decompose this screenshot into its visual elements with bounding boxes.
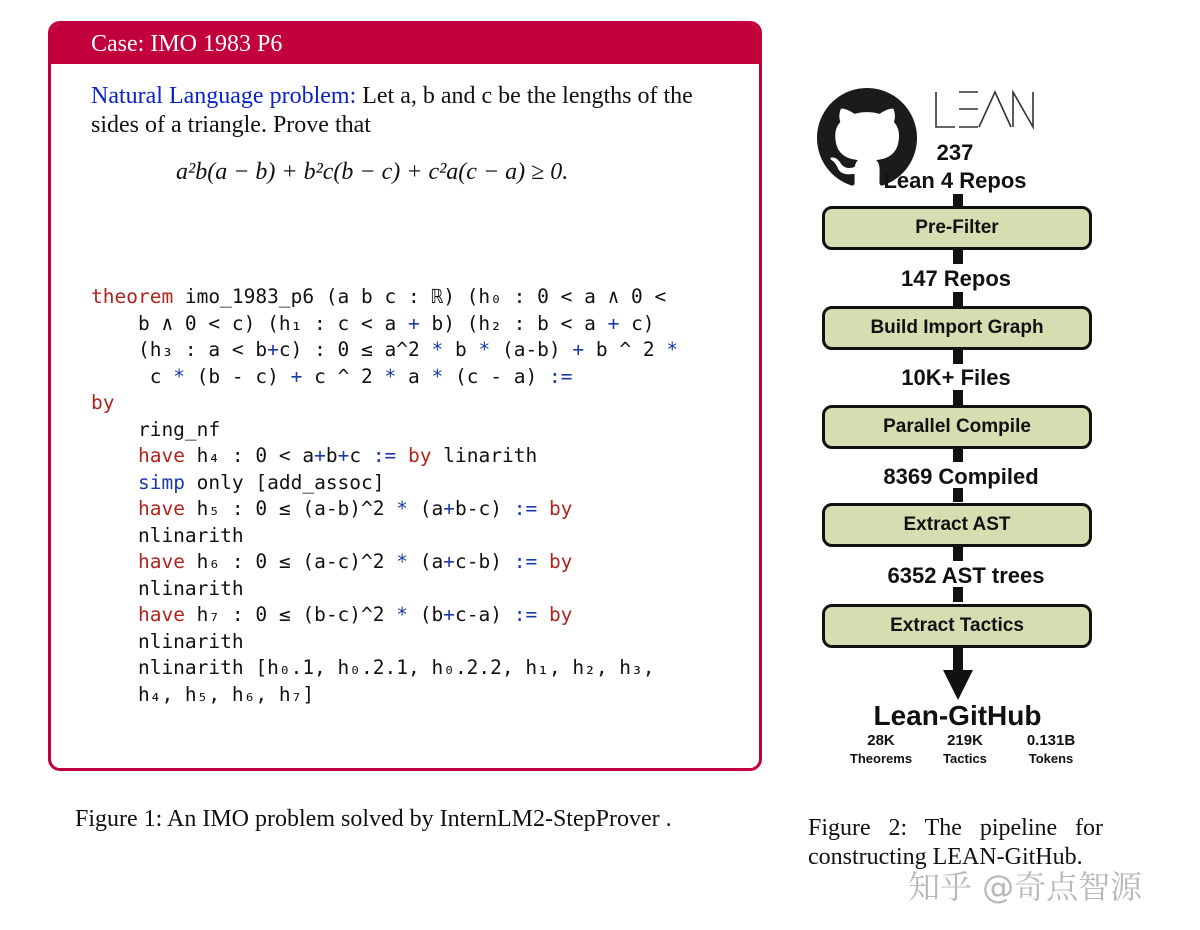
connector-line	[953, 587, 963, 602]
stage-extract-tactics: Extract Tactics	[822, 604, 1092, 648]
stat-value: 0.131B	[1026, 732, 1076, 749]
case-box	[48, 21, 762, 771]
stat-label: Tactics	[943, 751, 987, 766]
stat-label: Theorems	[849, 751, 913, 766]
connector-line	[953, 488, 963, 502]
code-line: nlinarith	[91, 523, 244, 547]
output-stat-theorems	[836, 732, 926, 766]
code-line: ring_nf	[91, 417, 221, 441]
code-line: theorem imo_1983_p6 (a b c : ℝ) (h₀ : 0 < a ∧ 0 <	[91, 285, 667, 308]
code-line: nlinarith [h₀.1, h₀.2.1, h₀.2.2, h₁, h₂, h₃,	[91, 656, 655, 679]
watermark: 知乎 @奇点智源	[908, 868, 1143, 906]
code-line: by	[91, 391, 115, 414]
lean-logo-icon	[933, 90, 1045, 130]
connector-line	[953, 546, 963, 561]
code-line: h₄, h₅, h₆, h₇]	[91, 682, 315, 706]
stat-value: 219K	[947, 732, 983, 749]
connector-line	[953, 194, 963, 206]
arrow-down-icon	[943, 670, 973, 700]
count-ast-trees: 6352 AST trees	[887, 563, 1045, 588]
connector-line	[953, 250, 963, 264]
connector-line	[953, 349, 963, 364]
code-line: c * (b - c) + c ^ 2 * a * (c - a) :=	[91, 364, 573, 388]
connector-line	[953, 648, 963, 672]
code-line: b ∧ 0 < c) (h₁ : c < a + b) (h₂ : b < a + c)	[91, 311, 655, 335]
inequality-formula: a²b(a − b) + b²c(b − c) + c²a(c − a) ≥ 0.	[176, 159, 569, 185]
output-title: Lean-GitHub	[873, 700, 1042, 731]
connector-line	[953, 448, 963, 462]
code-line: nlinarith	[91, 629, 244, 653]
code-line: have h₇ : 0 ≤ (b-c)^2 * (b+c-a) := by	[137, 603, 573, 626]
code-line: have h₅ : 0 ≤ (a-b)^2 * (a+b-c) := by	[137, 497, 573, 520]
figure1-caption: Figure 1: An IMO problem solved by InternLM2-StepProver .	[75, 806, 672, 832]
code-line: have h₆ : 0 ≤ (a-c)^2 * (a+c-b) := by	[137, 550, 573, 573]
figure2-caption: Figure 2: The pipeline for constructing LEAN-GitHub.	[808, 815, 1103, 870]
pipeline-diagram	[800, 80, 1120, 780]
stat-value: 28K	[867, 732, 895, 749]
output-stat-tokens	[1006, 732, 1096, 766]
stage-pre-filter: Pre-Filter	[822, 206, 1092, 250]
source-count: 237	[936, 140, 974, 165]
nl-label: Natural Language problem:	[91, 83, 357, 109]
natural-language-problem	[91, 82, 731, 140]
code-line: (h₃ : a < b+c) : 0 ≤ a^2 * b * (a-b) + b ^ 2 *	[91, 338, 679, 361]
case-header: Case: IMO 1983 P6	[51, 24, 759, 64]
count-compiled: 8369 Compiled	[883, 464, 1039, 489]
count-files: 10K+ Files	[901, 365, 1011, 390]
stage-parallel-compile: Parallel Compile	[822, 405, 1092, 449]
lean-proof-code	[91, 284, 678, 708]
stage-build-import-graph: Build Import Graph	[822, 306, 1092, 350]
nl-text: Let a, b and c be the lengths of the sides of a triangle. Prove that	[91, 83, 693, 138]
source-label: Lean 4 Repos	[883, 168, 1027, 193]
code-line: simp only [add_assoc]	[137, 470, 385, 494]
output-stat-tactics	[920, 732, 1010, 766]
connector-line	[953, 292, 963, 306]
code-line: nlinarith	[91, 576, 244, 600]
stage-extract-ast: Extract AST	[822, 503, 1092, 547]
stat-label: Tokens	[1028, 751, 1074, 766]
count-repos: 147 Repos	[900, 266, 1012, 291]
code-line: have h₄ : 0 < a+b+c := by linarith	[137, 444, 538, 467]
connector-line	[953, 390, 963, 406]
